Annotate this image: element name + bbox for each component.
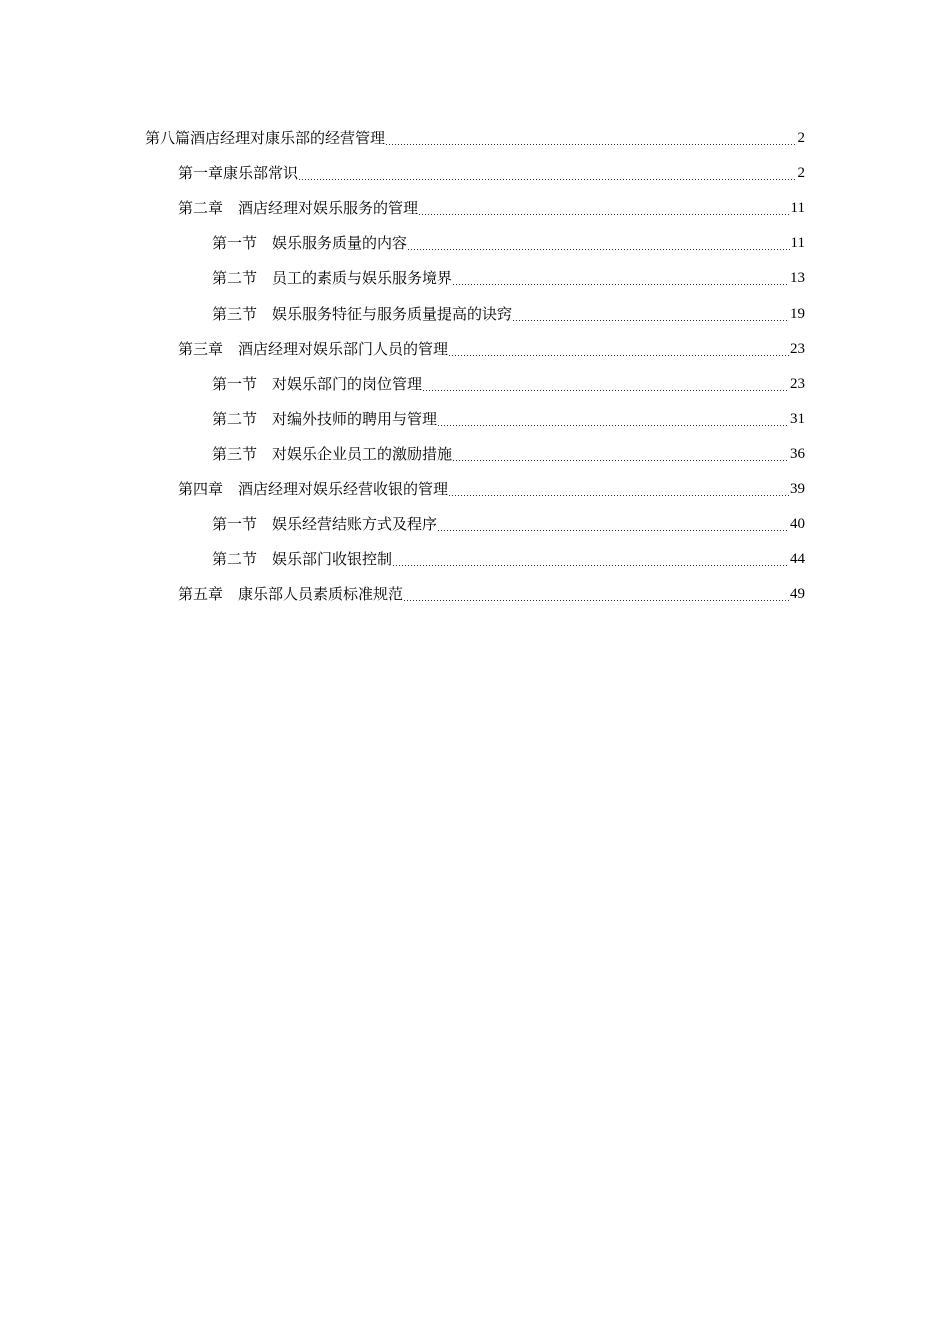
- dot-leader: [449, 482, 789, 497]
- toc-entry-chapter-2-section-3[interactable]: [0, 296, 950, 331]
- toc-entry-chapter-4[interactable]: [0, 472, 950, 507]
- toc-entry-title: 第二节 员工的素质与娱乐服务境界: [212, 269, 453, 288]
- dot-leader: [513, 307, 789, 322]
- dot-leader: [393, 552, 789, 567]
- toc-entry-page-number: 13: [790, 270, 805, 287]
- toc-entry-title: 第八篇酒店经理对康乐部的经营管理: [145, 129, 386, 148]
- toc-entry-title: 第四章 酒店经理对娱乐经营收银的管理: [178, 479, 449, 498]
- toc-entry-page-number: 2: [797, 165, 805, 182]
- toc-entry-title: 第二章 酒店经理对娱乐服务的管理: [178, 199, 419, 218]
- toc-entry-page-number: 36: [790, 445, 805, 462]
- toc-entry-page-number: 31: [790, 410, 805, 427]
- table-of-contents: [0, 121, 950, 612]
- toc-entry-chapter-3-section-2[interactable]: [0, 402, 950, 437]
- toc-entry-title: 第一章康乐部常识: [178, 164, 299, 183]
- dot-leader: [438, 517, 789, 532]
- toc-entry-page-number: 23: [790, 340, 805, 357]
- toc-entry-title: 第一节 娱乐经营结账方式及程序: [212, 515, 438, 534]
- toc-entry-title: 第三节 娱乐服务特征与服务质量提高的诀窍: [212, 304, 513, 323]
- dot-leader: [419, 201, 790, 216]
- toc-entry-chapter-4-section-2[interactable]: [0, 542, 950, 577]
- dot-leader: [423, 377, 789, 392]
- toc-entry-chapter-2[interactable]: [0, 191, 950, 226]
- toc-entry-title: 第一节 对娱乐部门的岗位管理: [212, 374, 423, 393]
- toc-entry-title: 第五章 康乐部人员素质标准规范: [178, 585, 404, 604]
- toc-entry-chapter-2-section-1[interactable]: [0, 226, 950, 261]
- toc-entry-page-number: 2: [797, 130, 805, 147]
- toc-entry-title: 第三节 对娱乐企业员工的激励措施: [212, 444, 453, 463]
- toc-entry-chapter-5[interactable]: [0, 577, 950, 612]
- toc-entry-chapter-3[interactable]: [0, 332, 950, 367]
- toc-entry-page-number: 40: [790, 516, 805, 533]
- toc-entry-chapter-3-section-1[interactable]: [0, 367, 950, 402]
- toc-entry-page-number: 49: [790, 586, 805, 603]
- toc-entry-title: 第三章 酒店经理对娱乐部门人员的管理: [178, 339, 449, 358]
- toc-entry-part-8[interactable]: [0, 121, 950, 156]
- dot-leader: [404, 587, 789, 602]
- dot-leader: [299, 166, 796, 181]
- toc-entry-chapter-1[interactable]: [0, 156, 950, 191]
- dot-leader: [438, 412, 789, 427]
- toc-entry-page-number: 44: [790, 551, 805, 568]
- dot-leader: [386, 131, 796, 146]
- toc-entry-page-number: 23: [790, 375, 805, 392]
- toc-entry-chapter-2-section-2[interactable]: [0, 261, 950, 296]
- dot-leader: [453, 271, 789, 286]
- dot-leader: [449, 342, 789, 357]
- dot-leader: [408, 236, 790, 251]
- toc-entry-page-number: 19: [790, 305, 805, 322]
- toc-entry-page-number: 11: [790, 200, 805, 217]
- dot-leader: [453, 447, 789, 462]
- toc-entry-chapter-3-section-3[interactable]: [0, 437, 950, 472]
- toc-entry-title: 第二节 对编外技师的聘用与管理: [212, 409, 438, 428]
- toc-entry-title: 第二节 娱乐部门收银控制: [212, 550, 393, 569]
- toc-entry-chapter-4-section-1[interactable]: [0, 507, 950, 542]
- toc-entry-page-number: 39: [790, 480, 805, 497]
- toc-entry-page-number: 11: [790, 235, 805, 252]
- toc-entry-title: 第一节 娱乐服务质量的内容: [212, 234, 408, 253]
